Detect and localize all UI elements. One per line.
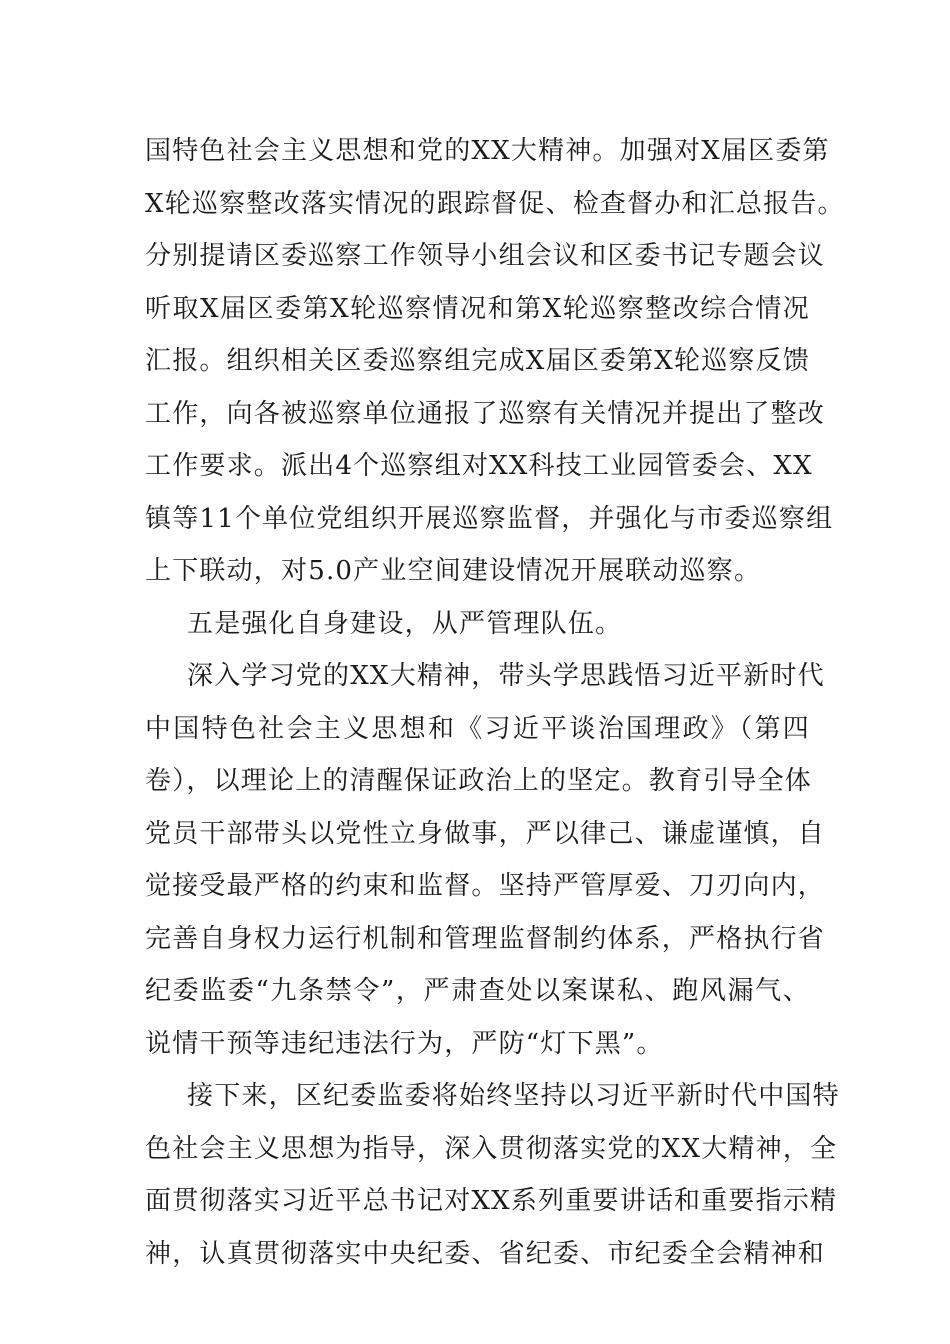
text-line: 完善自身权力运行机制和管理监督制约体系，严格执行省 xyxy=(145,923,826,954)
text-line: 工作，向各被巡察单位通报了巡察有关情况并提出了整改 xyxy=(145,398,826,429)
text-line: 纪委监委“九条禁令”，严肃查处以案谋私、跑风漏气、 xyxy=(145,976,810,1006)
document-body xyxy=(145,125,845,1280)
paragraph-next-steps xyxy=(145,1070,840,1280)
text-line: 党员干部带头以党性立身做事，严以律己、谦虚谨慎，自 xyxy=(145,818,826,849)
text-line: 色社会主义思想为指导，深入贯彻落实党的XX大精神，全 xyxy=(145,1133,838,1164)
text-line: 镇等11个单位党组织开展巡察监督，并强化与市委巡察组 xyxy=(145,503,834,534)
text-line: X轮巡察整改落实情况的跟踪督促、检查督办和汇总报告。 xyxy=(145,188,845,219)
text-line: 面贯彻落实习近平总书记对XX系列重要讲话和重要指示精 xyxy=(145,1186,838,1216)
text-line: 工作要求。派出4个巡察组对XX科技工业园管委会、XX xyxy=(145,451,813,481)
paragraph-self-building xyxy=(145,650,826,1070)
text-line: 卷），以理论上的清醒保证政治上的坚定。教育引导全体 xyxy=(145,766,813,796)
text-line: 深入学习党的XX大精神，带头学思践悟习近平新时代 xyxy=(187,661,825,691)
text-line: 神，认真贯彻落实中央纪委、省纪委、市纪委全会精神和 xyxy=(145,1238,826,1269)
paragraph-continuation xyxy=(145,125,845,598)
text-line: 接下来，区纪委监委将始终坚持以习近平新时代中国特 xyxy=(187,1081,840,1111)
text-line: 听取X届区委第X轮巡察情况和第X轮巡察整改综合情况 xyxy=(145,293,810,324)
section-heading: 五是强化自身建设，从严管理队伍。 xyxy=(187,608,623,639)
text-line: 国特色社会主义思想和党的XX大精神。加强对X届区委第 xyxy=(145,136,830,166)
text-line: 说情干预等违纪违法行为，严防“灯下黑”。 xyxy=(145,1028,664,1059)
text-line: 分别提请区委巡察工作领导小组会议和区委书记专题会议 xyxy=(145,241,826,271)
paragraph-heading-five xyxy=(145,598,810,651)
text-line: 汇报。组织相关区委巡察组完成X届区委第X轮巡察反馈 xyxy=(145,346,811,376)
text-line: 上下联动，对5.0产业空间建设情况开展联动巡察。 xyxy=(145,556,762,586)
text-line: 中国特色社会主义思想和《习近平谈治国理政》（第四 xyxy=(145,713,810,744)
text-line: 觉接受最严格的约束和监督。坚持严管厚爱、刀刃向内， xyxy=(145,871,826,901)
